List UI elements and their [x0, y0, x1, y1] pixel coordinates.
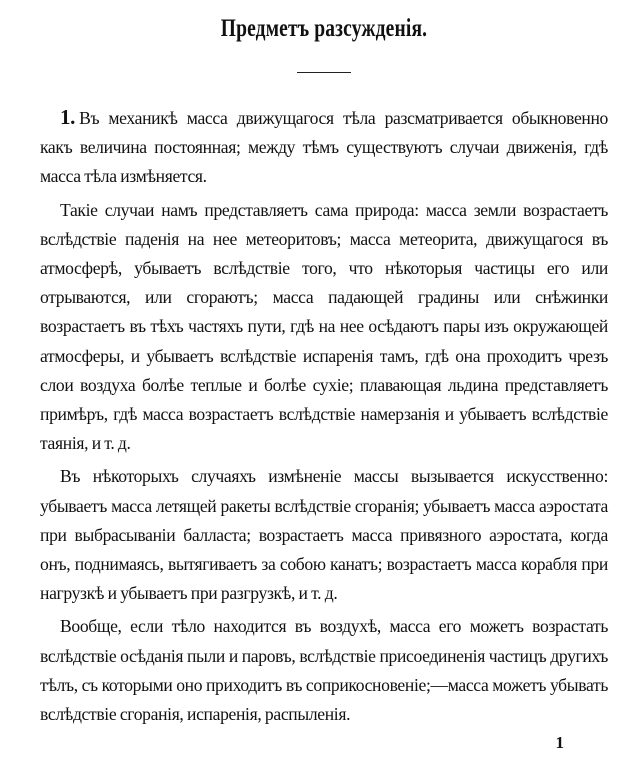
paragraph-4-text: Вообще, если тѣло находится въ воздухѣ, масса его можетъ возрастать вслѣдствіе осѣданія пыли и паровъ, вслѣдствіе присоединенія частицъ другихъ тѣлъ, съ которыми оно приходитъ въ соприкосновеніе;—масса можетъ убывать вслѣдствіе сгоранія, испаренія, распыленія.: [40, 616, 608, 725]
section-number: 1.: [60, 105, 76, 129]
title-divider: [297, 72, 351, 73]
paragraph-2-text: Такіе случаи намъ представляетъ сама природа: масса земли возрастаетъ вслѣдствіе паденія на нее метеоритовъ; масса метеорита, движущагося въ атмосферѣ, убываетъ вслѣдствіе того, что нѣкоторыя частицы его или отрываются, или сгораютъ; масса падающей градины или снѣжинки возрастаетъ въ тѣхъ частяхъ пути, гдѣ на нее осѣдаютъ пары изъ окружающей атмосферы, и убываетъ вслѣдствіе испаренія тамъ, гдѣ она проходитъ чрезъ слои воздуха болѣе теплые и болѣе сухіе; плавающая льдина представляетъ примѣръ, гдѣ масса возрастаетъ вслѣдствіе намерзанія и убываетъ вслѣдствіе таянія, и т. д.: [40, 199, 608, 454]
body-text: [40, 103, 608, 729]
paragraph-3-text: Въ нѣкоторыхъ случаяхъ измѣненіе массы вызывается искусственно: убываетъ масса летящей ракеты вслѣдствіе сгоранія; убываетъ масса аэростата при выбрасываніи балласта; возрастаетъ масса привязного аэростата, когда онъ, поднимаясь, вытягиваетъ за собою канатъ; возрастаетъ масса корабля при нагрузкѣ и убываетъ при разгрузкѣ, и т. д.: [40, 466, 608, 604]
paragraph-1-text: Въ механикѣ масса движущагося тѣла разсматривается обыкновенно какъ величина постоянная; между тѣмъ существуютъ случаи движенія, гдѣ масса тѣла измѣняется.: [40, 108, 608, 187]
paragraph-4: [40, 612, 608, 729]
page-number: 1: [555, 733, 564, 752]
paragraph-2: [40, 196, 608, 459]
page-title: Предметъ разсужденія.: [220, 15, 428, 42]
paragraph-3: [40, 462, 608, 608]
paragraph-1: [40, 103, 608, 192]
